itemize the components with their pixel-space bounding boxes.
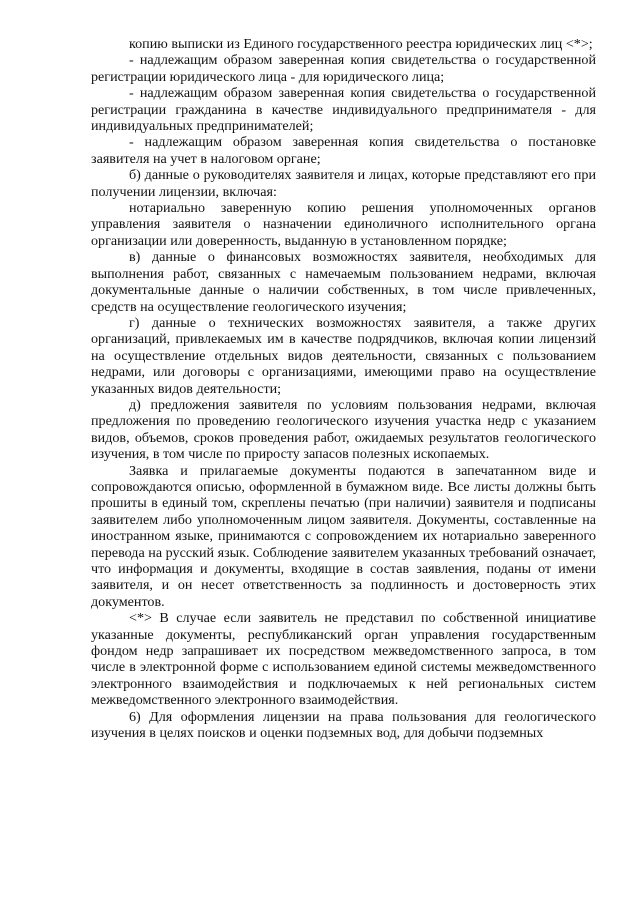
paragraph-legal-entity-certificate: - надлежащим образом заверенная копия свидетельства о государственной регистрации юридического лица - для юридического лица; — [91, 52, 596, 85]
paragraph-item-v-financial: в) данные о финансовых возможностях заявителя, необходимых для выполнения работ, связанных с намечаемым пользованием недрами, включая документальные данные о наличии собственных, в том числе привлеченных, средств на осуществление геологического изучения; — [91, 249, 596, 315]
paragraph-item-g-technical: г) данные о технических возможностях заявителя, а также других организаций, привлекаемых им в качестве подрядчиков, включая копии лицензий на осуществление отдельных видов деятельности, связанных с пользованием недрами, или договоры с организациями, имеющими право на осуществление указанных видов деятельности; — [91, 314, 596, 397]
paragraph-notarized-decision: нотариально заверенную копию решения уполномоченных органов управления заявителя о назначении единоличного исполнительного органа организации или доверенность, выданную в установленном порядке; — [91, 200, 596, 249]
paragraph-footnote: <*> В случае если заявитель не представил по собственной инициативе указанные документы, республиканский орган управления государственным фондом недр запрашивает их посредством межведомственного запроса, в том числе в электронной форме с использованием единой системы межведомственного электронного взаимодействия и подключаемых к ней региональных систем межведомственного электронного взаимодействия. — [91, 610, 596, 709]
paragraph-item-6-license: 6) Для оформления лицензии на права пользования для геологического изучения в целях поисков и оценки подземных вод, для добычи подземных — [91, 708, 596, 742]
paragraph-entrepreneur-certificate: - надлежащим образом заверенная копия свидетельства о государственной регистрации гражданина в качестве индивидуального предпринимателя - для индивидуальных предпринимателей; — [91, 85, 596, 135]
paragraph-submission-rules: Заявка и прилагаемые документы подаются в запечатанном виде и сопровождаются описью, оформленной в бумажном виде. Все листы должны быть прошиты в единый том, скреплены печатью (при наличии) заявителя и подписаны заявителем либо уполномоченным лицом заявителя. Документы, составленные на иностранном языке, принимаются с сопровождением их нотариально заверенного перевода на русский язык. Соблюдение заявителем указанных требований означает, что информация и документы, входящие в состав заявления, поданы от имени заявителя, и он несет ответственность за подлинность и достоверность этих документов. — [91, 462, 596, 610]
paragraph-egrul-extract: копию выписки из Единого государственного реестра юридических лиц <*>; — [129, 36, 593, 52]
document-body — [91, 36, 596, 741]
paragraph-tax-registration: - надлежащим образом заверенная копия свидетельства о постановке заявителя на учет в налоговом органе; — [91, 134, 596, 167]
paragraph-item-d-proposals: д) предложения заявителя по условиям пользования недрами, включая предложения по проведению геологического изучения участка недр с указанием видов, объемов, сроков проведения работ, ожидаемых результатов геологического изучения, в том числе по приросту запасов полезных ископаемых. — [91, 396, 596, 463]
paragraph-item-b-managers: б) данные о руководителях заявителя и лицах, которые представляют его при получении лицензии, включая: — [91, 167, 596, 200]
